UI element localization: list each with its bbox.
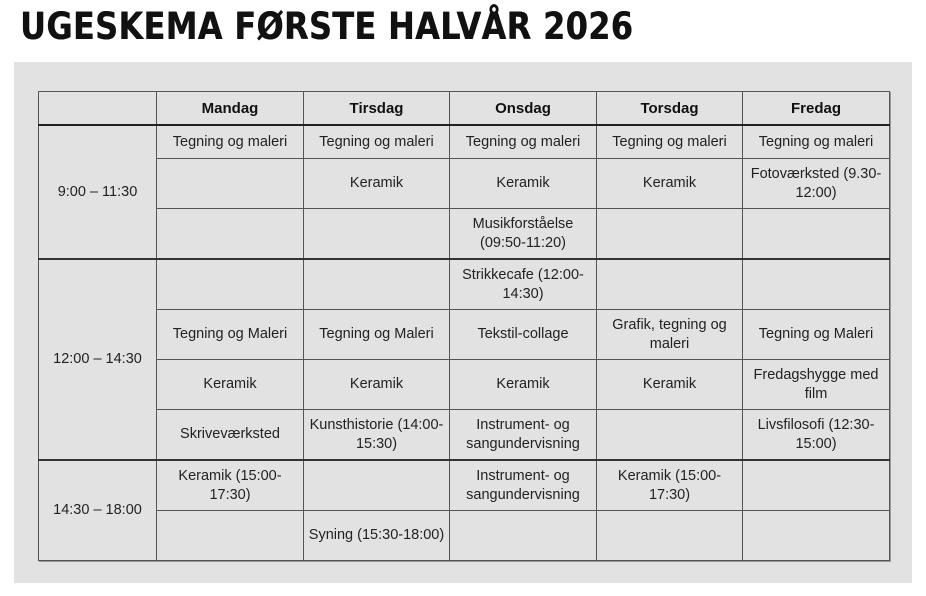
schedule-cell xyxy=(743,209,890,260)
schedule-cell: Syning (15:30-18:00) xyxy=(304,511,450,561)
schedule-cell: Keramik xyxy=(304,360,450,410)
schedule-cell: Tegning og maleri xyxy=(157,125,304,159)
weekly-schedule-table xyxy=(38,91,890,561)
schedule-cell: Keramik xyxy=(157,360,304,410)
table-row xyxy=(39,310,890,360)
day-header-tuesday: Tirsdag xyxy=(304,92,450,126)
schedule-panel xyxy=(14,62,912,583)
table-row xyxy=(39,460,890,511)
schedule-cell xyxy=(304,259,450,310)
table-row xyxy=(39,125,890,159)
schedule-cell: Tegning og Maleri xyxy=(743,310,890,360)
schedule-cell: Musikforståelse (09:50-11:20) xyxy=(450,209,597,260)
schedule-cell: Instrument- og sangundervisning xyxy=(450,410,597,461)
table-row xyxy=(39,159,890,209)
corner-cell xyxy=(39,92,157,126)
day-header-friday: Fredag xyxy=(743,92,890,126)
schedule-cell: Tegning og Maleri xyxy=(304,310,450,360)
schedule-cell: Skriveværksted xyxy=(157,410,304,461)
schedule-cell xyxy=(304,460,450,511)
schedule-cell: Keramik xyxy=(450,159,597,209)
schedule-cell xyxy=(597,259,743,310)
schedule-cell: Tegning og maleri xyxy=(743,125,890,159)
page-title: UGESKEMA FØRSTE HALVÅR 2026 xyxy=(20,5,634,48)
schedule-cell xyxy=(157,511,304,561)
table-row xyxy=(39,360,890,410)
time-slot-label: 9:00 – 11:30 xyxy=(39,125,157,259)
schedule-cell: Tekstil-collage xyxy=(450,310,597,360)
schedule-cell: Kunsthistorie (14:00-15:30) xyxy=(304,410,450,461)
day-header-wednesday: Onsdag xyxy=(450,92,597,126)
table-row xyxy=(39,511,890,561)
schedule-cell xyxy=(743,460,890,511)
schedule-cell xyxy=(157,259,304,310)
schedule-cell xyxy=(743,259,890,310)
table-row xyxy=(39,209,890,260)
table-row xyxy=(39,259,890,310)
schedule-cell: Keramik (15:00-17:30) xyxy=(157,460,304,511)
schedule-cell xyxy=(450,511,597,561)
time-slot-label: 12:00 – 14:30 xyxy=(39,259,157,460)
schedule-cell: Fotoværksted (9.30-12:00) xyxy=(743,159,890,209)
schedule-cell: Tegning og maleri xyxy=(450,125,597,159)
day-header-monday: Mandag xyxy=(157,92,304,126)
schedule-cell xyxy=(597,209,743,260)
schedule-cell: Tegning og maleri xyxy=(304,125,450,159)
schedule-cell xyxy=(743,511,890,561)
schedule-cell: Keramik (15:00-17:30) xyxy=(597,460,743,511)
schedule-cell: Tegning og Maleri xyxy=(157,310,304,360)
header-row xyxy=(39,92,890,126)
schedule-cell: Fredagshygge med film xyxy=(743,360,890,410)
time-slot-label: 14:30 – 18:00 xyxy=(39,460,157,561)
day-header-thursday: Torsdag xyxy=(597,92,743,126)
schedule-cell: Grafik, tegning og maleri xyxy=(597,310,743,360)
schedule-cell xyxy=(157,159,304,209)
schedule-cell xyxy=(157,209,304,260)
schedule-cell xyxy=(597,410,743,461)
schedule-cell: Strikkecafe (12:00-14:30) xyxy=(450,259,597,310)
table-row xyxy=(39,410,890,461)
schedule-cell: Keramik xyxy=(597,360,743,410)
schedule-cell xyxy=(304,209,450,260)
schedule-cell: Keramik xyxy=(597,159,743,209)
schedule-cell: Instrument- og sangundervisning xyxy=(450,460,597,511)
schedule-cell: Livsfilosofi (12:30-15:00) xyxy=(743,410,890,461)
schedule-cell: Keramik xyxy=(450,360,597,410)
schedule-cell: Keramik xyxy=(304,159,450,209)
schedule-cell xyxy=(597,511,743,561)
schedule-cell: Tegning og maleri xyxy=(597,125,743,159)
